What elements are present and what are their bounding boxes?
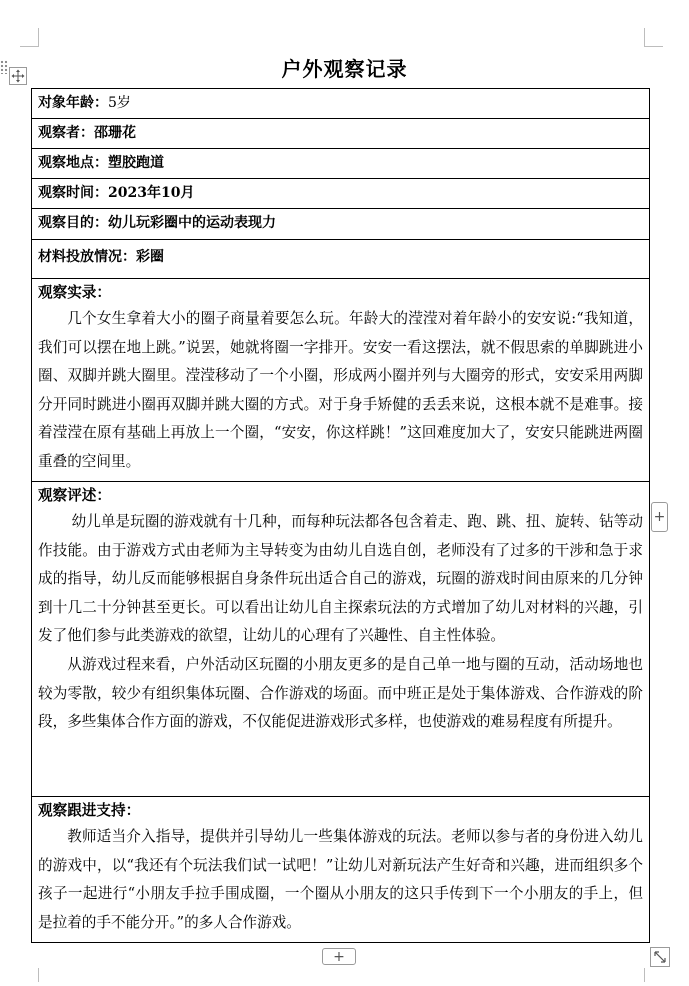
page-corner-top-left — [20, 28, 39, 47]
observer-value: 邵珊花 — [94, 125, 136, 141]
table-row — [32, 179, 650, 209]
table-row — [32, 149, 650, 179]
observation-table — [31, 88, 650, 943]
time-label: 观察时间： — [38, 185, 108, 201]
materials-cell[interactable] — [32, 240, 650, 279]
resize-diagonal-icon — [653, 950, 667, 964]
add-row-button[interactable]: + — [322, 948, 356, 965]
materials-value: 彩圈 — [136, 249, 164, 265]
followup-paragraph: 教师适当介入指导，提供并引导幼儿一些集体游戏的玩法。老师以参与者的身份进入幼儿的游戏中，以“我还有个玩法我们试一试吧！”让幼儿对新玩法产生好奇和兴趣，进而组织多个孩子一起进行“小朋友手拉手围成圈，一个圈从小朋友的这只手传到下一个小朋友的手上，但是拉着的手不能分开。”的多人合作游戏。 — [38, 828, 643, 931]
add-column-button[interactable]: + — [651, 502, 668, 532]
location-value: 塑胶跑道 — [108, 155, 164, 171]
purpose-label: 观察目的： — [38, 215, 108, 231]
commentary-heading: 观察评述： — [38, 487, 111, 504]
age-value: 5岁 — [108, 95, 131, 111]
table-row — [32, 279, 650, 482]
record-paragraph: 几个女生拿着大小的圈子商量着要怎么玩。年龄大的滢滢对着年龄小的安安说:“我知道，我们可以摆在地上跳。”说罢，她就将圈一字排开。安安一看这摆法，就不假思索的单脚跳进小圈、双脚并跳大圈里。滢滢移动了一个小圈，形成两小圈并列与大圈旁的形式，安安采用两脚分开同时跳进小圈再双脚并跳大圈的方式。对于身手矫健的丢丢来说，这根本就不是难事。接着滢滢在原有基础上再放上一个圈，“安安，你这样跳！”这回难度加大了，安安只能跳进两圈重叠的空间里。 — [38, 310, 643, 470]
commentary-paragraph-2: 从游戏过程来看，户外活动区玩圈的小朋友更多的是自己单一地与圈的互动，活动场地也较为零散，较少有组织集体玩圈、合作游戏的场面。而中班正是处于集体游戏、合作游戏的阶段，多些集体合作方面的游戏，不仅能促进游戏形式多样，也使游戏的难易程度有所提升。 — [38, 655, 643, 731]
time-cell[interactable] — [32, 179, 650, 209]
record-cell[interactable] — [32, 279, 650, 482]
commentary-cell[interactable] — [32, 482, 650, 797]
page-corner-bottom-left — [20, 968, 39, 982]
table-row — [32, 209, 650, 240]
location-label: 观察地点： — [38, 155, 108, 171]
observer-cell[interactable] — [32, 119, 650, 149]
observer-label: 观察者： — [38, 125, 94, 141]
table-row — [32, 119, 650, 149]
page-corner-bottom-right — [644, 968, 663, 982]
purpose-cell[interactable] — [32, 209, 650, 240]
table-row — [32, 482, 650, 797]
page-corner-top-right — [644, 28, 663, 47]
table-row — [32, 797, 650, 943]
table-row — [32, 240, 650, 279]
location-cell[interactable] — [32, 149, 650, 179]
materials-label: 材料投放情况： — [38, 249, 136, 265]
followup-heading: 观察跟进支持： — [38, 802, 141, 819]
page-title: 户外观察记录 — [281, 57, 408, 81]
followup-cell[interactable] — [32, 797, 650, 943]
table-resize-handle[interactable] — [650, 947, 670, 967]
time-value: 2023年10月 — [108, 185, 195, 201]
age-cell[interactable] — [32, 89, 650, 119]
record-heading: 观察实录： — [38, 284, 111, 301]
age-label: 对象年龄： — [38, 95, 108, 111]
table-row — [32, 89, 650, 119]
commentary-paragraph-1: 幼儿单是玩圈的游戏就有十几种，而每种玩法都各包含着走、跑、跳、扭、旋转、钻等动作技能。由于游戏方式由老师为主导转变为由幼儿自选自创，老师没有了过多的干涉和急于求成的指导，幼儿反而能够根据自身条件玩出适合自己的游戏，玩圈的游戏时间由原来的几分钟到十几二十分钟甚至更长。可以看出让幼儿自主探索玩法的方式增加了幼儿对材料的兴趣，引发了他们参与此类游戏的欲望，让幼儿的心理有了兴趣性、自主性体验。 — [38, 513, 643, 645]
purpose-value: 幼儿玩彩圈中的运动表现力 — [108, 215, 276, 231]
